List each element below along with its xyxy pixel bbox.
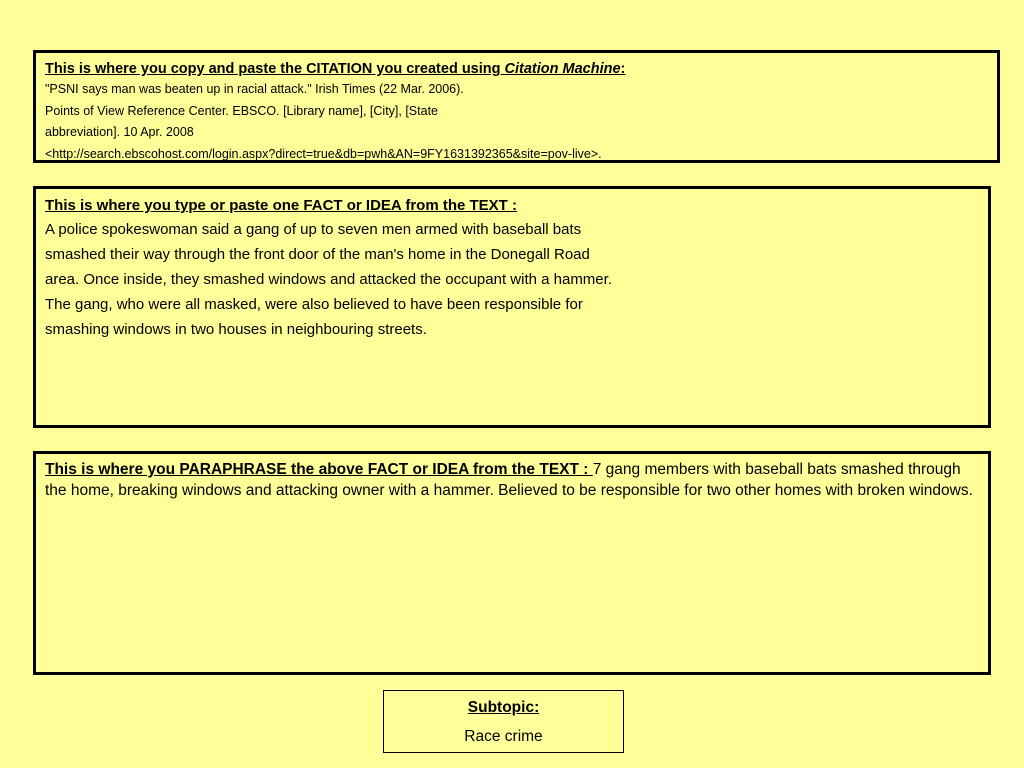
- citation-line: Points of View Reference Center. EBSCO. [Library name], [City], [State: [45, 103, 438, 118]
- paraphrase-text: 7 gang members with baseball bats smashed through the home, breaking windows and attacking owner with a hammer. Believed to be responsible for two other homes with broken windows.: [45, 461, 973, 499]
- citation-line: <http://search.ebscohost.com/login.aspx?direct=true&db=pwh&AN=9FY1631392365&site=pov-live>.: [45, 146, 602, 161]
- fact-line: A police spokeswoman said a gang of up to seven men armed with baseball bats: [45, 221, 582, 238]
- subtopic-heading: Subtopic:: [467, 699, 540, 716]
- citation-line: abbreviation]. 10 Apr. 2008: [45, 125, 194, 139]
- fact-box: [33, 186, 991, 428]
- citation-line: "PSNI says man was beaten up in racial attack." Irish Times (22 Mar. 2006).: [45, 82, 464, 96]
- fact-line: smashing windows in two houses in neighbouring streets.: [45, 321, 427, 338]
- fact-heading: This is where you type or paste one FACT or IDEA from the TEXT :: [45, 197, 518, 214]
- subtopic-box: [383, 690, 624, 753]
- subtopic-value: Race crime: [464, 728, 543, 745]
- paraphrase-box: [33, 451, 991, 675]
- fact-line: smashed their way through the front door of the man's home in the Donegall Road: [45, 246, 590, 263]
- citation-heading: [45, 59, 997, 79]
- citation-tool-name: Citation Machine: [504, 61, 621, 77]
- citation-heading-text: This is where you copy and paste the CITATION you created using: [45, 61, 505, 77]
- fact-line: area. Once inside, they smashed windows and attacked the occupant with a hammer.: [45, 271, 612, 288]
- citation-heading-colon: :: [620, 61, 626, 77]
- citation-box: [33, 50, 1000, 163]
- paraphrase-heading: This is where you PARAPHRASE the above FACT or IDEA from the TEXT :: [45, 461, 593, 478]
- fact-line: The gang, who were all masked, were also believed to have been responsible for: [45, 296, 583, 313]
